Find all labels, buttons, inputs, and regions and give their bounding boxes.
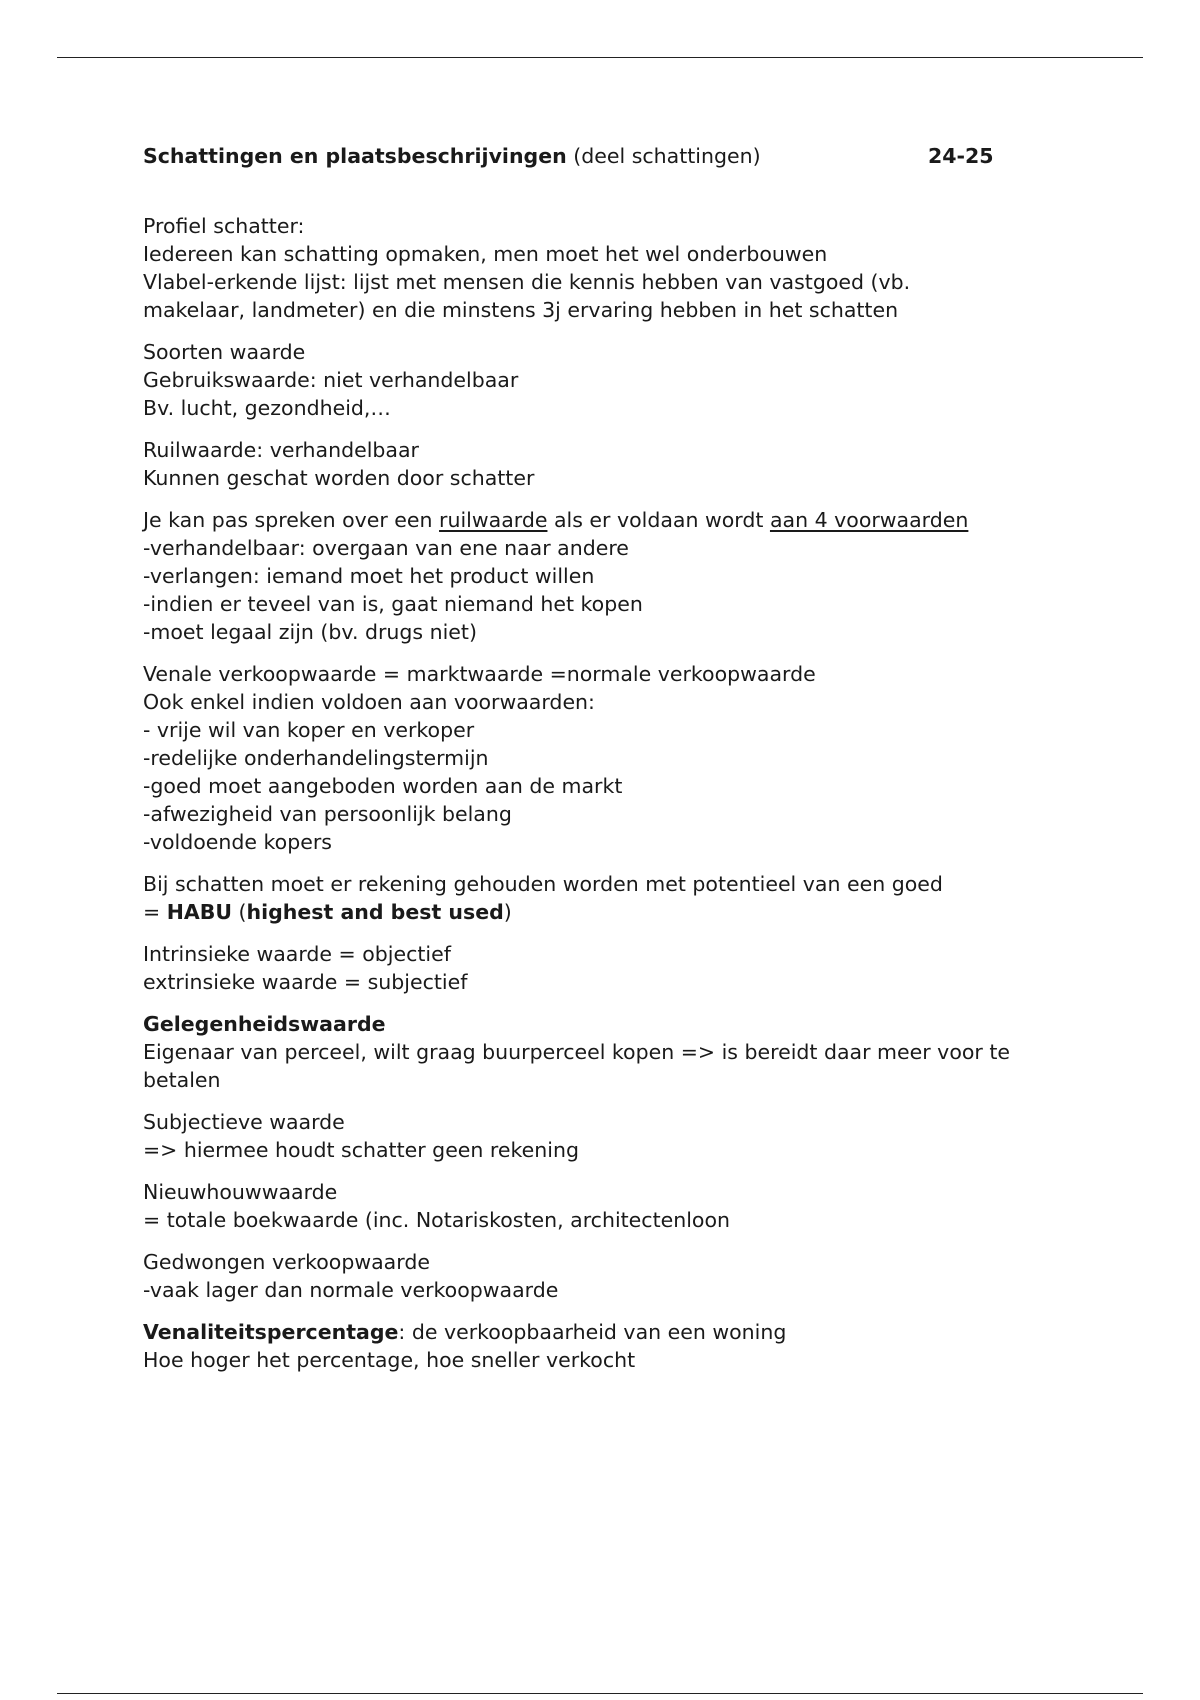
text-line: Kunnen geschat worden door schatter — [143, 466, 535, 490]
text-run: = — [143, 900, 167, 924]
text-line — [143, 898, 1063, 926]
list-item: -goed moet aangeboden worden aan de markt — [143, 774, 623, 798]
text-line: Eigenaar van perceel, wilt graag buurperceel kopen => is bereidt daar meer voor te betalen — [143, 1040, 1010, 1092]
section-venaliteitspercentage — [143, 1318, 1063, 1374]
text-run: als er voldaan wordt — [547, 508, 770, 532]
document-header — [143, 142, 1063, 170]
list-item: -verlangen: iemand moet het product willen — [143, 564, 595, 588]
text-line: Profiel schatter: — [143, 214, 305, 238]
section-habu — [143, 870, 1063, 926]
text-line: Subjectieve waarde — [143, 1110, 345, 1134]
text-line — [143, 1318, 1063, 1346]
text-run: : de verkoopbaarheid van een woning — [398, 1320, 787, 1344]
text-line: Venale verkoopwaarde = marktwaarde =normale verkoopwaarde — [143, 662, 816, 686]
section-nieuwbouwwaarde — [143, 1178, 1063, 1234]
section-profiel — [143, 212, 1063, 324]
text-run: ) — [503, 900, 512, 924]
text-line: Ruilwaarde: verhandelbaar — [143, 438, 419, 462]
text-line: Nieuwhouwwaarde — [143, 1180, 338, 1204]
text-line: -vaak lager dan normale verkoopwaarde — [143, 1278, 559, 1302]
section-gedwongen-verkoopwaarde — [143, 1248, 1063, 1304]
section-intrinsiek — [143, 940, 1063, 996]
top-rule — [57, 57, 1143, 58]
text-line: Iedereen kan schatting opmaken, men moet het wel onderbouwen — [143, 242, 828, 266]
text-line: = totale boekwaarde (inc. Notariskosten, architectenloon — [143, 1208, 730, 1232]
text-line: => hiermee houdt schatter geen rekening — [143, 1138, 579, 1162]
text-run: Je kan pas spreken over een — [143, 508, 440, 532]
text-line: makelaar, landmeter) en die minstens 3j ervaring hebben in het schatten — [143, 298, 899, 322]
bold-term: HABU — [166, 900, 232, 924]
text-line — [143, 506, 1063, 534]
text-run: ( — [232, 900, 247, 924]
list-item: - vrije wil van koper en verkoper — [143, 718, 475, 742]
text-line: Vlabel-erkende lijst: lijst met mensen die kennis hebben van vastgoed (vb. — [143, 270, 911, 294]
bold-term: highest and best used — [246, 900, 504, 924]
section-ruilwaarde — [143, 436, 1063, 492]
text-line: Gebruikswaarde: niet verhandelbaar — [143, 368, 519, 392]
underlined-term: aan 4 voorwaarden — [769, 508, 969, 532]
document-page — [143, 142, 1063, 1388]
list-item: -redelijke onderhandelingstermijn — [143, 746, 489, 770]
text-line: Intrinsieke waarde = objectief — [143, 942, 451, 966]
list-item: -afwezigheid van persoonlijk belang — [143, 802, 512, 826]
list-item: -voldoende kopers — [143, 830, 332, 854]
section-heading: Gelegenheidswaarde — [143, 1012, 386, 1036]
title-subtitle: (deel schattingen) — [573, 144, 761, 168]
section-venale-verkoopwaarde — [143, 660, 1063, 856]
section-voorwaarden — [143, 506, 1063, 646]
text-line: Gedwongen verkoopwaarde — [143, 1250, 430, 1274]
academic-year: 24-25 — [928, 144, 994, 168]
list-item: -verhandelbaar: overgaan van ene naar andere — [143, 536, 629, 560]
text-line: Hoe hoger het percentage, hoe sneller verkocht — [143, 1348, 636, 1372]
bottom-rule — [57, 1693, 1143, 1694]
section-subjectieve-waarde — [143, 1108, 1063, 1164]
list-item: -moet legaal zijn (bv. drugs niet) — [143, 620, 477, 644]
list-item: -indien er teveel van is, gaat niemand het kopen — [143, 592, 643, 616]
page-title — [143, 142, 761, 170]
text-line: extrinsieke waarde = subjectief — [143, 970, 468, 994]
section-soorten-waarde — [143, 338, 1063, 422]
title-bold: Schattingen en plaatsbeschrijvingen — [143, 144, 567, 168]
text-line: Ook enkel indien voldoen aan voorwaarden: — [143, 690, 595, 714]
text-line: Bij schatten moet er rekening gehouden worden met potentieel van een goed — [143, 872, 943, 896]
text-line: Bv. lucht, gezondheid,… — [143, 396, 391, 420]
text-line: Soorten waarde — [143, 340, 306, 364]
section-gelegenheidswaarde — [143, 1010, 1063, 1094]
underlined-term: ruilwaarde — [439, 508, 548, 532]
bold-term: Venaliteitspercentage — [143, 1320, 399, 1344]
